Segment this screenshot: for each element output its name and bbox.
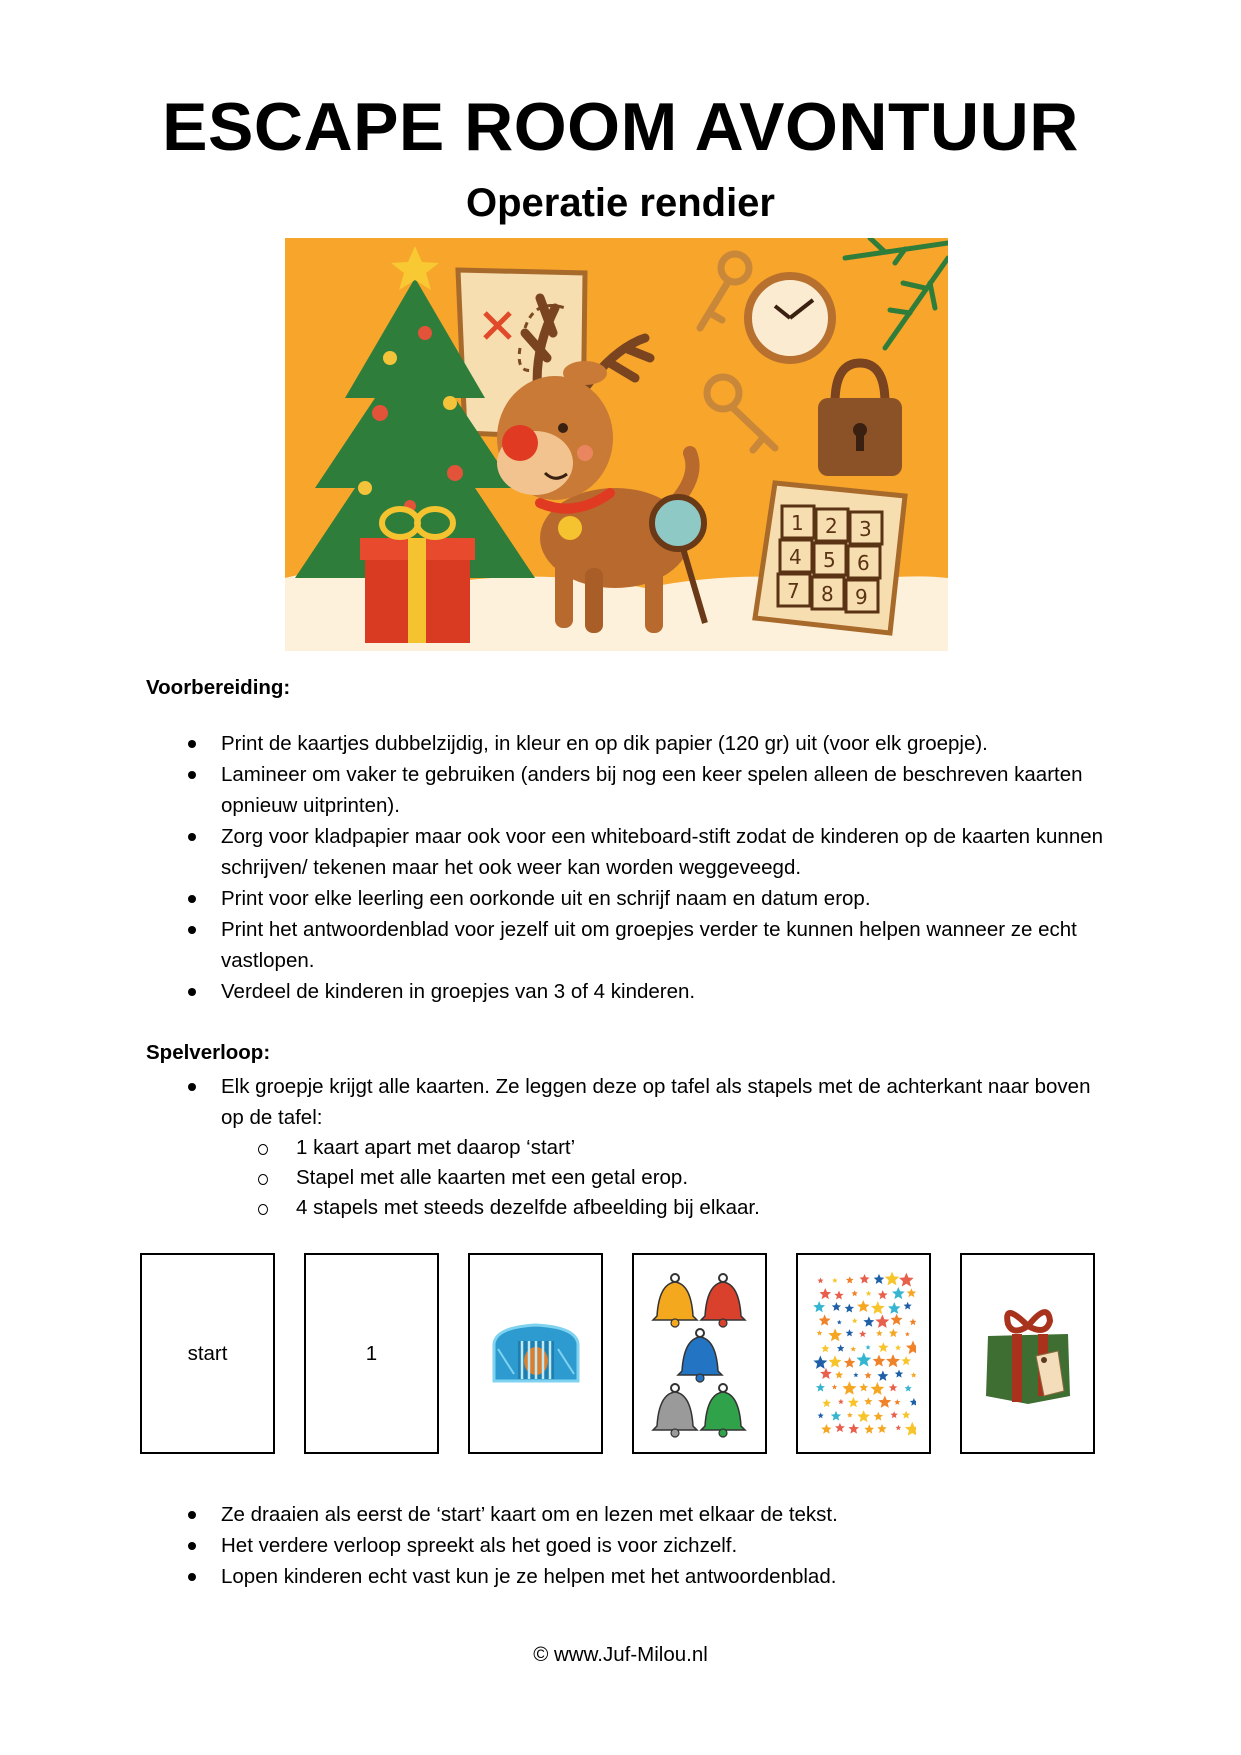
list-item: Het verdere verloop spreekt als het goed is voor zichzelf. <box>146 1530 1106 1561</box>
list-item <box>146 1071 1106 1223</box>
star-icon <box>874 1274 885 1284</box>
list-item: Print voor elke leerling een oorkonde uit en schrijf naam en datum erop. <box>146 883 1106 914</box>
gift-icon <box>978 1296 1078 1411</box>
keypad-digit: 8 <box>821 582 834 606</box>
star-icon <box>864 1397 872 1405</box>
star-icon <box>907 1288 916 1297</box>
bell-icon <box>653 1384 697 1437</box>
star-icon <box>894 1399 900 1405</box>
star-icon <box>853 1372 858 1377</box>
star-icon <box>905 1422 916 1436</box>
keypad-digit: 5 <box>823 548 836 572</box>
list-item: Lamineer om vaker te gebruiken (anders bij nog een keer spelen alleen de beschreven kaarten opnieuw uitprinten). <box>146 759 1106 821</box>
star-icon <box>852 1318 858 1323</box>
keypad-digit: 7 <box>787 579 800 603</box>
star-icon <box>911 1372 916 1377</box>
star-icon <box>889 1329 898 1338</box>
star-icon <box>891 1411 898 1418</box>
card-label: 1 <box>365 1341 378 1365</box>
star-icon <box>864 1424 874 1433</box>
section-heading-voorbereiding: Voorbereiding: <box>146 676 291 699</box>
star-icon <box>904 1302 912 1310</box>
star-icon <box>822 1399 831 1407</box>
list-item: Ze draaien als eerst de ‘start’ kaart om en lezen met elkaar de tekst. <box>146 1499 1106 1530</box>
star-icon <box>852 1290 858 1296</box>
star-icon <box>877 1370 888 1381</box>
card-ice-cage <box>468 1253 603 1454</box>
star-icon <box>837 1344 845 1351</box>
page-subtitle: Operatie rendier <box>465 181 775 225</box>
keypad-digit: 4 <box>789 545 802 569</box>
star-icon <box>902 1411 910 1419</box>
star-icon <box>829 1355 842 1367</box>
star-icon <box>889 1383 897 1391</box>
footer-copyright: © www.Juf-Milou.nl <box>533 1643 708 1666</box>
sub-list <box>221 1133 1106 1223</box>
star-icon <box>905 1385 912 1392</box>
card-label: start <box>187 1341 228 1365</box>
list-item: Lopen kinderen echt vast kun je ze helpen met het antwoordenblad. <box>146 1561 1106 1592</box>
keypad-digit: 6 <box>857 551 870 575</box>
keypad-digit: 3 <box>859 517 872 541</box>
card-stars <box>796 1253 931 1454</box>
star-icon <box>866 1291 872 1296</box>
star-icon <box>905 1332 910 1337</box>
star-icon <box>899 1273 914 1287</box>
star-icon <box>891 1314 903 1326</box>
card-start <box>140 1253 275 1454</box>
star-icon <box>847 1412 853 1417</box>
star-icon <box>878 1396 891 1408</box>
star-icon <box>850 1346 856 1351</box>
star-icon <box>859 1383 868 1391</box>
hero-illustration <box>285 238 948 651</box>
star-icon <box>859 1330 866 1337</box>
star-icon <box>835 1423 845 1432</box>
star-icon <box>886 1354 900 1367</box>
star-icon <box>871 1382 885 1395</box>
number-keypad-icon <box>755 483 905 633</box>
list-item: Verdeel de kinderen in groepjes van 3 of 4 kinderen. <box>146 976 1106 1007</box>
star-icon <box>831 1411 841 1421</box>
voorbereiding-list <box>146 728 1106 1007</box>
star-icon <box>816 1383 825 1392</box>
star-icon <box>866 1345 871 1350</box>
bell-icon <box>701 1274 745 1327</box>
keypad-digit: 1 <box>791 511 804 535</box>
page-title: ESCAPE ROOM AVONTUUR <box>162 89 1079 165</box>
star-icon <box>856 1352 871 1366</box>
bells-icon <box>645 1266 755 1441</box>
star-icon <box>892 1287 905 1299</box>
star-icon <box>909 1318 916 1325</box>
star-icon <box>832 1278 838 1283</box>
star-icon <box>874 1412 883 1421</box>
star-icon <box>813 1301 825 1312</box>
stars-icon <box>811 1271 916 1436</box>
star-icon <box>895 1370 903 1378</box>
spelverloop-list <box>146 1071 1106 1223</box>
star-icon <box>896 1425 902 1430</box>
star-icon <box>848 1423 859 1433</box>
star-icon <box>817 1330 823 1335</box>
star-icon <box>873 1355 886 1367</box>
list-item: Print het antwoordenblad voor jezelf uit om groepjes verder te kunnen helpen wanneer ze echt vastlopen. <box>146 914 1106 976</box>
star-icon <box>818 1278 824 1284</box>
star-icon <box>838 1399 844 1404</box>
star-icon <box>846 1276 854 1283</box>
star-icon <box>813 1356 827 1369</box>
bell-icon <box>701 1384 745 1437</box>
spelverloop-after-list <box>146 1499 1106 1592</box>
star-icon <box>821 1424 831 1434</box>
bell-icon <box>653 1274 697 1327</box>
star-icon <box>832 1384 837 1389</box>
star-icon <box>844 1357 855 1368</box>
star-icon <box>906 1341 916 1355</box>
list-item: Print de kaartjes dubbelzijdig, in kleur en op dik papier (120 gr) uit (voor elk groepje). <box>146 728 1106 759</box>
star-icon <box>875 1315 889 1328</box>
sub-list-item: 1 kaart apart met daarop ‘start’ <box>221 1133 1106 1163</box>
card-row <box>140 1253 1095 1453</box>
star-icon <box>818 1413 824 1419</box>
sub-list-item: 4 stapels met steeds dezelfde afbeelding bij elkaar. <box>221 1193 1106 1223</box>
star-icon <box>895 1345 901 1351</box>
list-item-text: Elk groepje krijgt alle kaarten. Ze leggen deze op tafel als stapels met de achterkant naar boven op de tafel: <box>221 1075 1091 1129</box>
star-icon <box>842 1381 856 1395</box>
card-gift <box>960 1253 1095 1454</box>
clock-icon <box>748 276 832 360</box>
star-icon <box>865 1372 872 1379</box>
star-icon <box>878 1342 888 1352</box>
star-icon <box>848 1397 859 1407</box>
star-icon <box>832 1302 841 1311</box>
section-heading-spelverloop: Spelverloop: <box>146 1041 271 1064</box>
card-bells <box>632 1253 767 1454</box>
star-icon <box>857 1410 870 1422</box>
keypad-digit: 9 <box>855 585 868 609</box>
star-icon <box>821 1344 829 1352</box>
star-icon <box>888 1302 901 1314</box>
star-icon <box>876 1330 883 1336</box>
star-icon <box>835 1371 843 1379</box>
star-icon <box>857 1300 870 1312</box>
star-icon <box>819 1314 831 1325</box>
star-icon <box>910 1398 916 1406</box>
star-icon <box>871 1301 885 1314</box>
star-icon <box>863 1316 874 1326</box>
star-icon <box>828 1328 842 1341</box>
star-icon <box>819 1288 831 1299</box>
star-icon <box>885 1272 900 1286</box>
ice-cage-icon <box>486 1319 586 1389</box>
sub-list-item: Stapel met alle kaarten met een getal erop. <box>221 1163 1106 1193</box>
star-icon <box>877 1424 887 1433</box>
star-icon <box>834 1291 843 1300</box>
star-icon <box>878 1290 888 1299</box>
list-item: Zorg voor kladpapier maar ook voor een whiteboard-stift zodat de kinderen op de kaarten kunnen schrijven/ tekenen maar het ook weer kan worden weggeveegd. <box>146 821 1106 883</box>
star-icon <box>820 1368 832 1379</box>
star-icon <box>837 1320 842 1325</box>
star-icon <box>901 1356 911 1365</box>
star-icon <box>846 1329 854 1336</box>
star-icon <box>860 1274 870 1284</box>
keypad-digit: 2 <box>825 514 838 538</box>
card-number <box>304 1253 439 1454</box>
bell-icon <box>678 1329 722 1382</box>
star-icon <box>845 1304 855 1313</box>
